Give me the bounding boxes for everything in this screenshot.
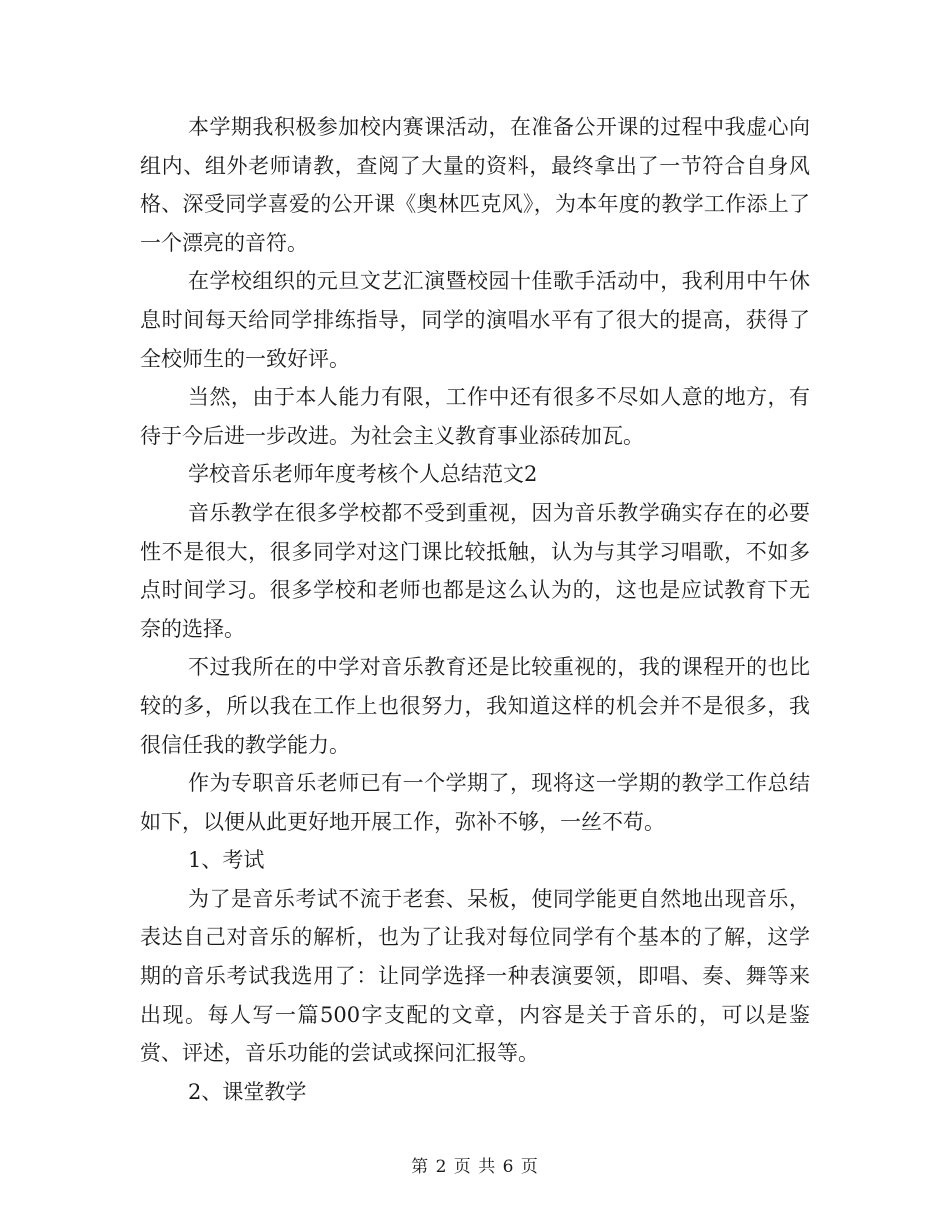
paragraph-new-year-show: 在学校组织的元旦文艺汇演暨校园十佳歌手活动中，我利用中午休息时间每天给同学排练指导，同学的演唱水平有了很大的提高，获得了全校师生的一致好评。 bbox=[140, 269, 810, 371]
paragraph-open-class: 本学期我积极参加校内赛课活动，在准备公开课的过程中我虚心向组内、组外老师请教，查阅了大量的资料，最终拿出了一节符合自身风格、深受同学喜爱的公开课《奥林匹克风》，为本年度的教学工作添上了一个漂亮的音符。 bbox=[140, 115, 810, 255]
paragraph-school-values-music: 不过我所在的中学对音乐教育还是比较重视的，我的课程开的也比较的多，所以我在工作上也很努力，我知道这样的机会并不是很多，我很信任我的教学能力。 bbox=[140, 655, 810, 757]
section-title-sample-2: 学校音乐老师年度考核个人总结范文2 bbox=[188, 462, 538, 487]
paragraph-music-not-valued: 音乐教学在很多学校都不受到重视，因为音乐教学确实存在的必要性不是很大，很多同学对这门课比较抵触，认为与其学习唱歌，不如多点时间学习。很多学校和老师也都是这么认为的，这也是应试教育下无奈的选择。 bbox=[140, 500, 810, 641]
paragraph-summary-intro: 作为专职音乐老师已有一个学期了，现将这一学期的教学工作总结如下，以便从此更好地开展工作，弥补不够，一丝不苟。 bbox=[140, 771, 810, 834]
paragraph-exam-details: 为了是音乐考试不流于老套、呆板，使同学能更自然地出现音乐，表达自己对音乐的解析，也为了让我对每位同学有个基本的了解，这学期的音乐考试我选用了：让同学选择一种表演要领，即唱、奏、舞等来出现。每人写一篇500字支配的文章，内容是关于音乐的，可以是鉴赏、评述，音乐功能的尝试或探问汇报等。 bbox=[140, 886, 810, 1066]
paragraph-shortcomings: 当然，由于本人能力有限，工作中还有很多不尽如人意的地方，有待于今后进一步改进。为社会主义教育事业添砖加瓦。 bbox=[140, 385, 810, 448]
page-number-footer: 第 2 页 共 6 页 bbox=[411, 1157, 539, 1177]
document-body bbox=[140, 108, 810, 1111]
heading-exam: 1、考试 bbox=[188, 848, 265, 873]
heading-classroom-teaching: 2、课堂教学 bbox=[188, 1079, 307, 1104]
